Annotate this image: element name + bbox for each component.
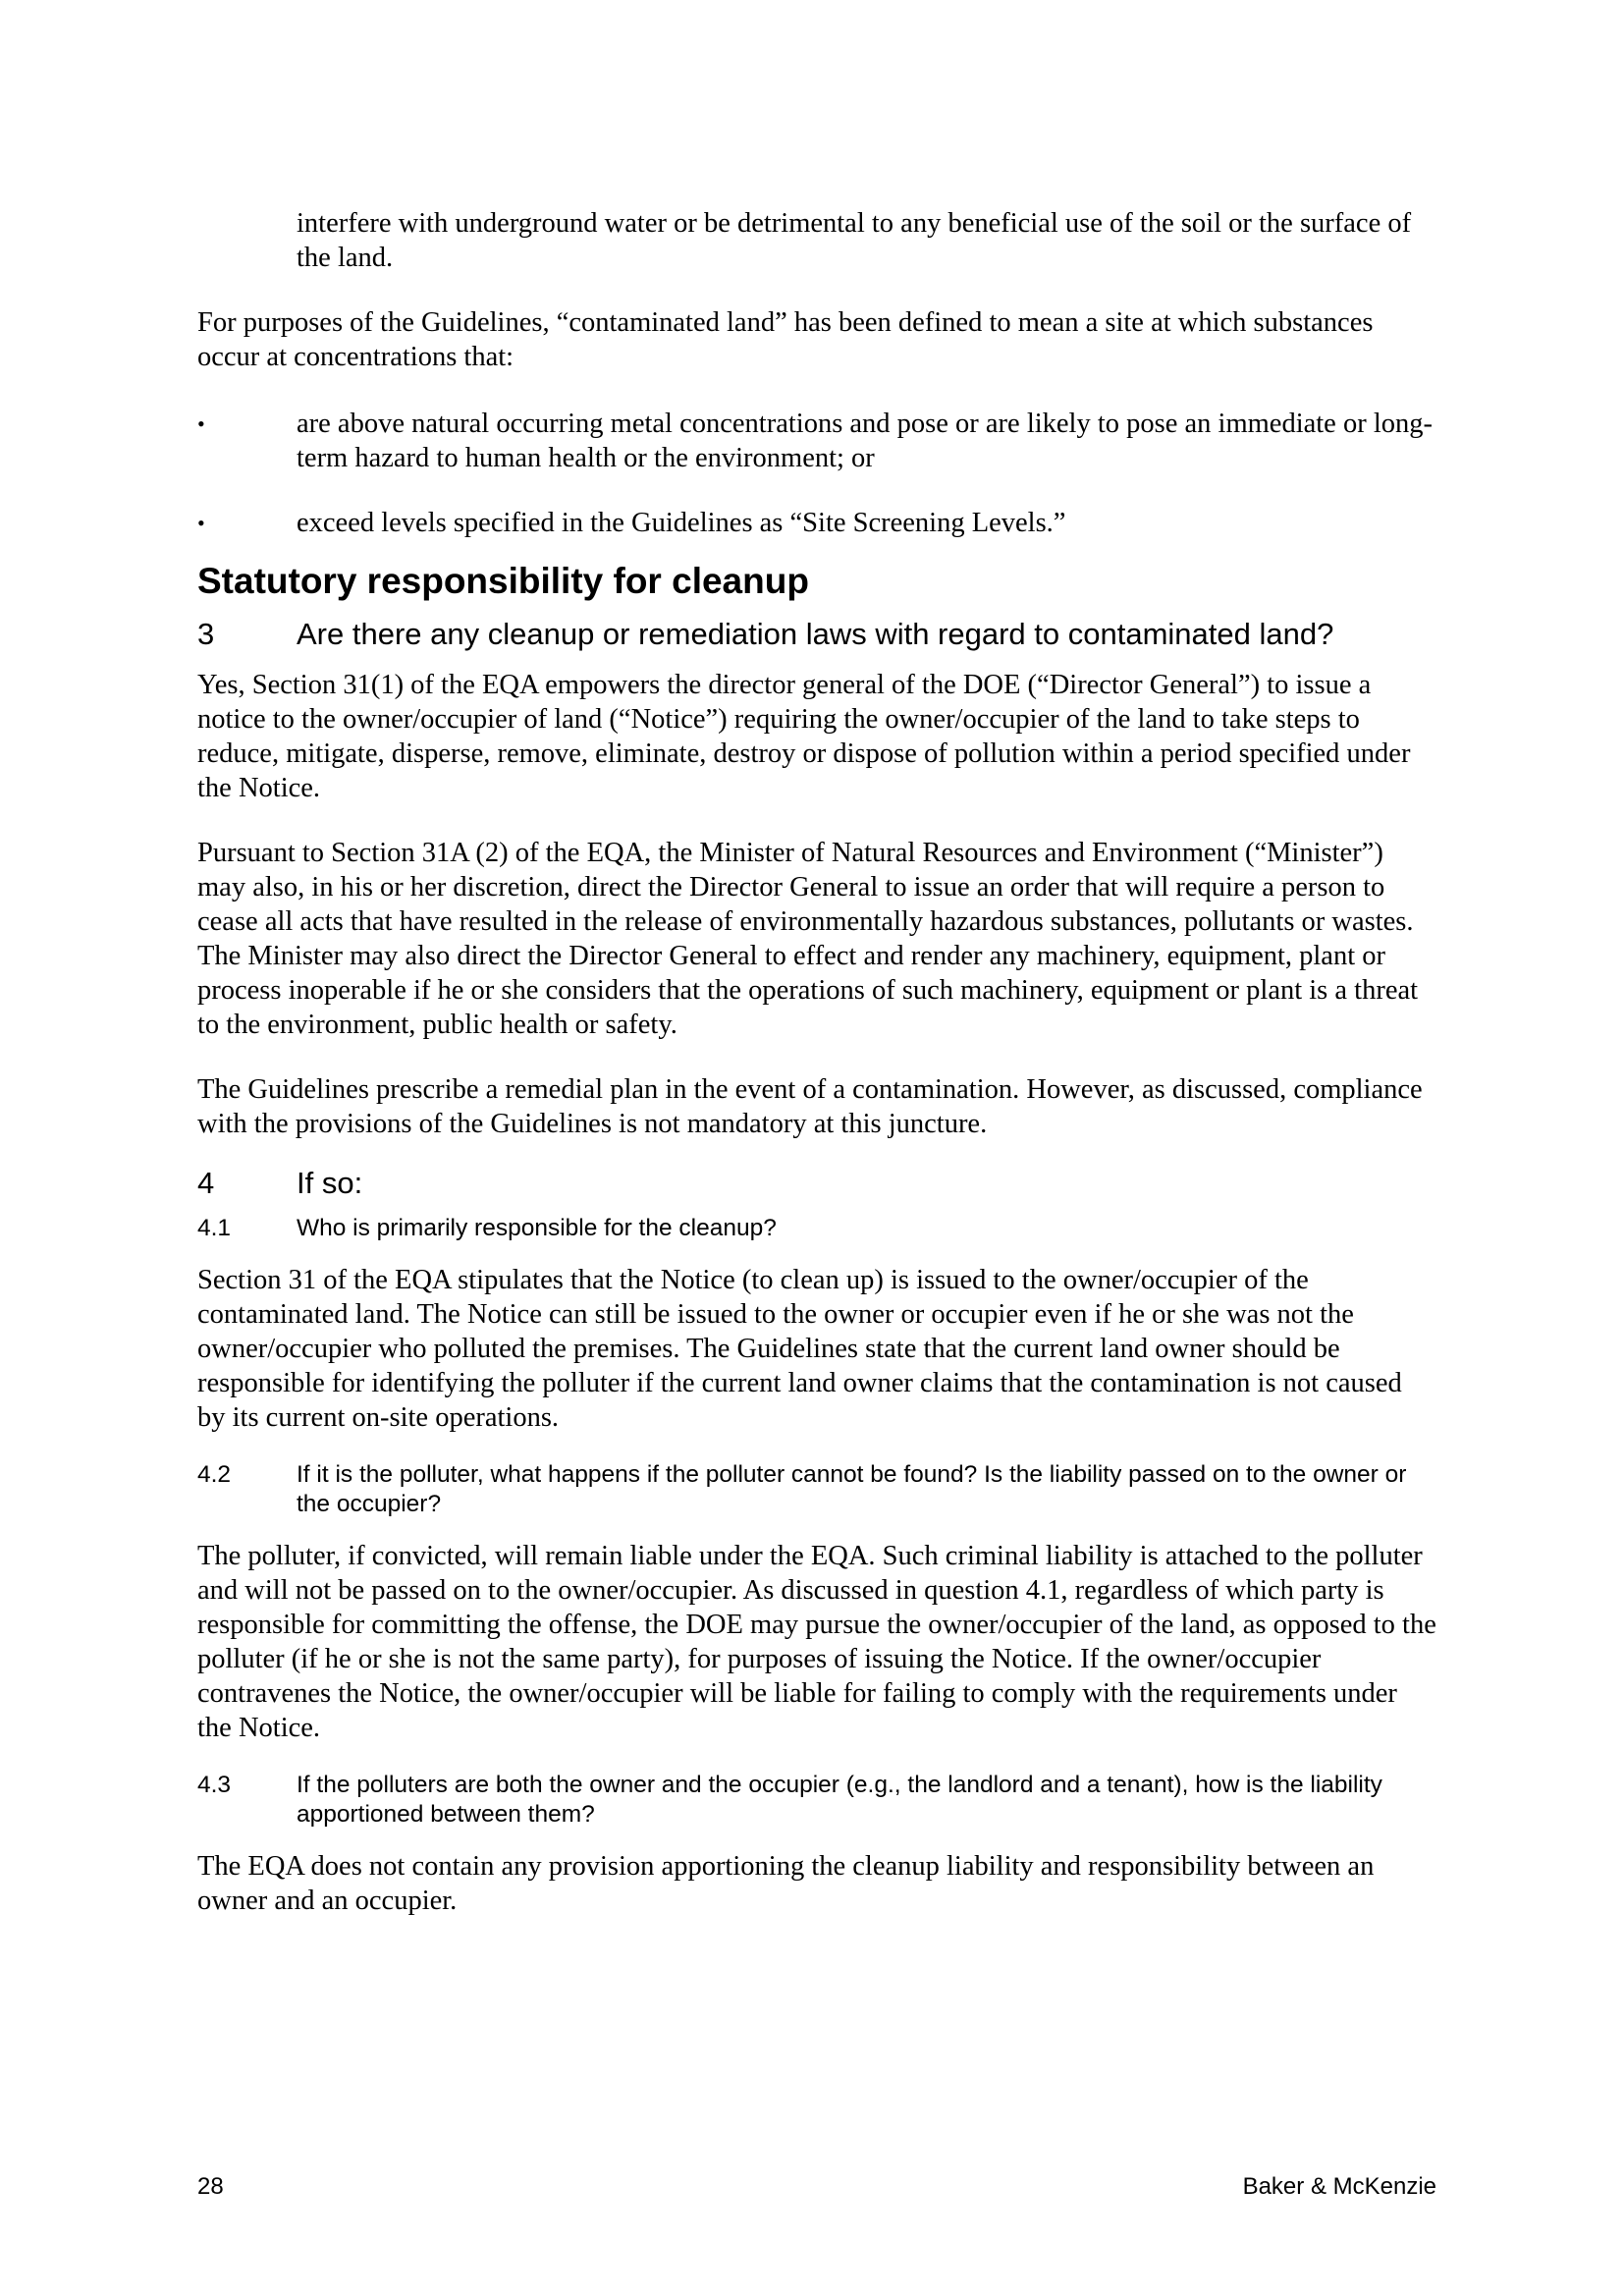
section-heading: Statutory responsibility for cleanup bbox=[197, 561, 809, 601]
firm-name: Baker & McKenzie bbox=[1242, 2173, 1436, 2200]
question-3 bbox=[197, 616, 1436, 653]
question-text: If it is the polluter, what happens if the polluter cannot be found? Is the liability passed on to the owner or the occupier? bbox=[297, 1461, 1407, 1517]
question-4-3 bbox=[197, 1771, 1436, 1830]
question-number: 4.3 bbox=[197, 1772, 232, 1798]
list-item bbox=[197, 506, 1436, 540]
question-text: If the polluters are both the owner and the occupier (e.g., the landlord and a tenant), how is the liability apportioned between them? bbox=[297, 1772, 1382, 1828]
question-text: Who is primarily responsible for the cleanup? bbox=[297, 1215, 777, 1241]
bullet-icon: • bbox=[197, 411, 205, 436]
question-number: 3 bbox=[197, 617, 215, 651]
question-text: Are there any cleanup or remediation laws with regard to contaminated land? bbox=[297, 617, 1334, 651]
question-4-1 bbox=[197, 1214, 1436, 1243]
question-4 bbox=[197, 1165, 1436, 1202]
answer-paragraph: Yes, Section 31(1) of the EQA empowers the director general of the DOE (“Director General”) to issue a notice to the owner/occupier of land (“Notice”) requiring the owner/occupier of the land to take steps to reduce, mitigate, disperse, remove, eliminate, destroy or dispose of pollution within a period specified under the Notice. bbox=[197, 670, 1411, 803]
definition-paragraph: For purposes of the Guidelines, “contaminated land” has been defined to mean a site at which substances occur at concentrations that: bbox=[197, 307, 1374, 372]
question-4-2 bbox=[197, 1460, 1436, 1519]
list-item bbox=[197, 407, 1436, 475]
answer-paragraph: The polluter, if convicted, will remain liable under the EQA. Such criminal liability is attached to the polluter and will not be passed on to the owner/occupier. As discussed in question 4.1, regardless of which party is responsible for committing the offense, the DOE may pursue the owner/occupier of the land, as opposed to the polluter (if he or she is not the same party), for purposes of issuing the Notice. If the owner/occupier contravenes the Notice, the owner/occupier will be liable for failing to comply with the requirements under the Notice. bbox=[197, 1541, 1436, 1743]
intro-continuation: interfere with underground water or be detrimental to any beneficial use of the soil or the surface of the land. bbox=[297, 208, 1412, 273]
bullet-text: exceed levels specified in the Guidelines as “Site Screening Levels.” bbox=[297, 508, 1066, 538]
question-number: 4 bbox=[197, 1166, 215, 1200]
page-number: 28 bbox=[197, 2173, 224, 2200]
page-footer bbox=[197, 2172, 1436, 2202]
question-text: If so: bbox=[297, 1166, 363, 1200]
page-body bbox=[197, 206, 1436, 1948]
bullet-icon: • bbox=[197, 511, 205, 535]
answer-paragraph: The Guidelines prescribe a remedial plan in the event of a contamination. However, as discussed, compliance with the provisions of the Guidelines is not mandatory at this juncture. bbox=[197, 1074, 1423, 1139]
answer-paragraph: Pursuant to Section 31A (2) of the EQA, the Minister of Natural Resources and Environment (“Minister”) may also, in his or her discretion, direct the Director General to issue an order that will require a person to cease all acts that have resulted in the release of environmentally hazardous substances, pollutants or wastes. The Minister may also direct the Director General to effect and render any machinery, equipment, plant or process inoperable if he or she considers that the operations of such machinery, equipment or plant is a threat to the environment, public health or safety. bbox=[197, 838, 1419, 1040]
question-number: 4.2 bbox=[197, 1461, 232, 1488]
bullet-text: are above natural occurring metal concentrations and pose or are likely to pose an immediate or long-term hazard to human health or the environment; or bbox=[297, 409, 1433, 473]
answer-paragraph: Section 31 of the EQA stipulates that the Notice (to clean up) is issued to the owner/occupier of the contaminated land. The Notice can still be issued to the owner or occupier even if he or she was not the owner/occupier who polluted the premises. The Guidelines state that the current land owner should be responsible for identifying the polluter if the current land owner claims that the contamination is not caused by its current on-site operations. bbox=[197, 1265, 1402, 1433]
answer-paragraph: The EQA does not contain any provision apportioning the cleanup liability and responsibility between an owner and an occupier. bbox=[197, 1851, 1375, 1916]
question-number: 4.1 bbox=[197, 1215, 232, 1241]
